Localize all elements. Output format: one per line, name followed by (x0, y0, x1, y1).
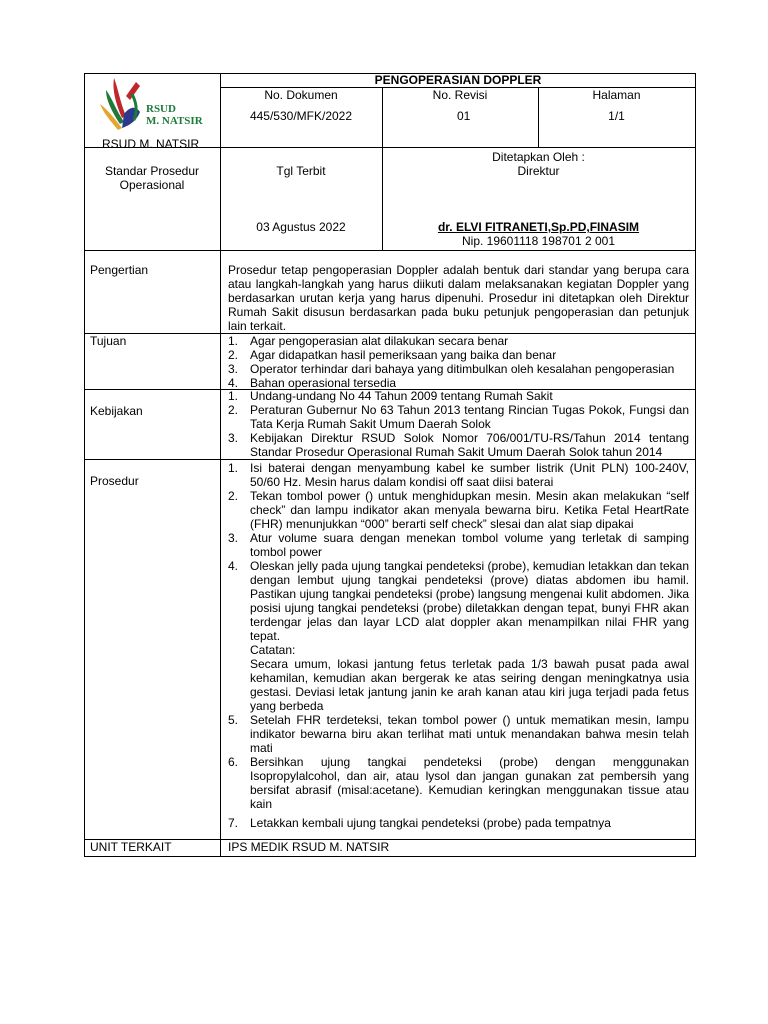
item-text: Oleskan jelly pada ujung tangkai pendeteksi (probe), kemudian letakkan dan tekan dengan lembut ujung tangkai pendeteksi (prove) diatas abdomen ibu hamil. Pastikan ujung tangkai pendeteksi (probe) langsung mengenai kulit abdomen. Jika posisi ujung tangkai pendeteksi (probe) diletakkan dengan tepat, bunyi FHR akan terdengar jelas dan layar LCD alat doppler akan menampilkan nilai FHR yang tepat. (250, 559, 689, 643)
approved-by-label: Ditetapkan Oleh : (492, 150, 585, 164)
item-number: 2. (228, 489, 239, 503)
list-item (228, 816, 689, 830)
document-title: PENGOPERASIAN DOPPLER (374, 73, 542, 87)
approved-by-role: Direktur (517, 164, 560, 178)
issue-date-label: Tgl Terbit (276, 164, 326, 178)
list-item (228, 348, 689, 362)
pengertian-text: Prosedur tetap pengoperasian Doppler adalah bentuk dari standar yang berupa cara atau langkah-langkah yang harus diikuti dalam melaksanakan kegiatan Doppler yang berdasarkan urutan kerja yang harus dipenuhi. Prosedur ini ditetapkan oleh Direktur Rumah Sakit disusun berdasarkan pada buku petunjuk pengoperasian dan petunjuk lain terkait. (228, 263, 689, 333)
logo-text-natsir: M. NATSIR (146, 115, 203, 127)
list-item (228, 334, 689, 348)
list-item (228, 389, 689, 403)
tujuan-label: Tujuan (90, 334, 127, 348)
page-label: Halaman (592, 88, 641, 102)
doc-no-value: 445/530/MFK/2022 (249, 109, 353, 123)
tujuan-list (228, 334, 689, 390)
sop-label (84, 164, 220, 192)
director-nip: Nip. 19601118 198701 2 001 (461, 234, 616, 248)
list-item (228, 531, 689, 559)
prosedur-list (228, 461, 689, 830)
item-number: 1. (228, 334, 239, 348)
item-text: Agar pengoperasian alat dilakukan secara benar (250, 334, 509, 348)
list-item (228, 755, 689, 811)
item-text: Bersihkan ujung tangkai pendeteksi (probe) dengan menggunakan Isopropylalcohol, dan air, atau lysol dan jangan gunakan zat pembersih yang bersifat abrasif (misal:acetane). Kemudian keringkan menggunakan tissue atau kain (250, 755, 689, 811)
item-number: 4. (228, 559, 239, 573)
item-text: Tekan tombol power () untuk menghidupkan mesin. Mesin akan melakukan “self check” dan lampu indikator akan menyala bewarna biru. Ketika Fetal HeartRate (FHR) menunjukkan “000” berarti self check” slesai dan alat siap dipakai (250, 489, 689, 531)
revision-value: 01 (457, 109, 471, 123)
logo-text-rsud: RSUD (146, 103, 176, 115)
hospital-name: RSUD M. NATSIR (102, 137, 200, 151)
list-item (228, 431, 689, 459)
sop-label-line1: Standar Prosedur (104, 164, 200, 178)
item-number: 5. (228, 713, 239, 727)
item-number: 7. (228, 816, 239, 830)
kebijakan-list (228, 389, 689, 459)
item-number: 1. (228, 461, 239, 475)
item-text: Setelah FHR terdeteksi, tekan tombol power () untuk mematikan mesin, lampu indikator bewarna biru akan terlihat mati untuk menandakan bahwa mesin telah mati (250, 713, 689, 755)
item-number: 3. (228, 531, 239, 545)
revision-label: No. Revisi (432, 88, 488, 102)
item-number: 3. (228, 431, 239, 445)
note-text: Secara umum, lokasi jantung fetus terletak pada 1/3 bawah pusat pada awal kehamilan, kemudian akan bergerak ke atas seiring dengan meningkatnya usia gestasi. Deviasi letak jantung janin ke arah kanan atau kiri juga terjadi pada fetus yang berbeda (250, 657, 689, 713)
item-text: Operator terhindar dari bahaya yang ditimbulkan oleh kesalahan pengoperasian (250, 362, 675, 376)
item-text: Kebijakan Direktur RSUD Solok Nomor 706/001/TU-RS/Tahun 2014 tentang Standar Prosedur Operasional Rumah Sakit Umum Daerah Solok tahun 2014 (250, 431, 689, 459)
list-item (228, 713, 689, 755)
item-number: 1. (228, 389, 239, 403)
item-text: Agar didapatkan hasil pemeriksaan yang baika dan benar (250, 348, 557, 362)
page-value: 1/1 (608, 109, 625, 123)
list-item (228, 362, 689, 376)
list-item (228, 376, 689, 390)
item-text: Atur volume suara dengan menekan tombol volume yang terletak di samping tombol power (250, 531, 689, 559)
note-label: Catatan: (250, 643, 296, 657)
unit-terkait-label: UNIT TERKAIT (90, 840, 172, 854)
list-item (228, 489, 689, 531)
item-text: Bahan operasional tersedia (250, 376, 397, 390)
item-text: Isi baterai dengan menyambung kabel ke sumber listrik (Unit PLN) 100-240V, 50/60 Hz. Mesin harus dalam kondisi off saat diisi baterai (250, 461, 689, 489)
hospital-logo (96, 76, 214, 136)
item-number: 6. (228, 755, 239, 769)
unit-terkait-value: IPS MEDIK RSUD M. NATSIR (228, 840, 390, 854)
director-name: dr. ELVI FITRANETI,Sp.PD,FINASIM (437, 220, 640, 234)
item-number: 2. (228, 348, 239, 362)
sop-label-line2: Operasional (119, 178, 185, 192)
list-item (228, 559, 689, 713)
item-text: Peraturan Gubernur No 63 Tahun 2013 tentang Rincian Tugas Pokok, Fungsi dan Tata Kerja Rumah Sakit Umum Daerah Solok (250, 403, 689, 431)
item-text: Undang-undang No 44 Tahun 2009 tentang Rumah Sakit (250, 389, 553, 403)
list-item (228, 461, 689, 489)
list-item (228, 403, 689, 431)
doc-no-label: No. Dokumen (264, 88, 338, 102)
pengertian-label: Pengertian (90, 263, 149, 277)
item-number: 4. (228, 376, 239, 390)
item-text: Letakkan kembali ujung tangkai pendeteksi (probe) pada tempatnya (250, 816, 611, 830)
prosedur-label: Prosedur (90, 474, 139, 488)
issue-date-value: 03 Agustus 2022 (256, 220, 346, 234)
kebijakan-label: Kebijakan (90, 404, 143, 418)
item-number: 3. (228, 362, 239, 376)
item-number: 2. (228, 403, 239, 417)
